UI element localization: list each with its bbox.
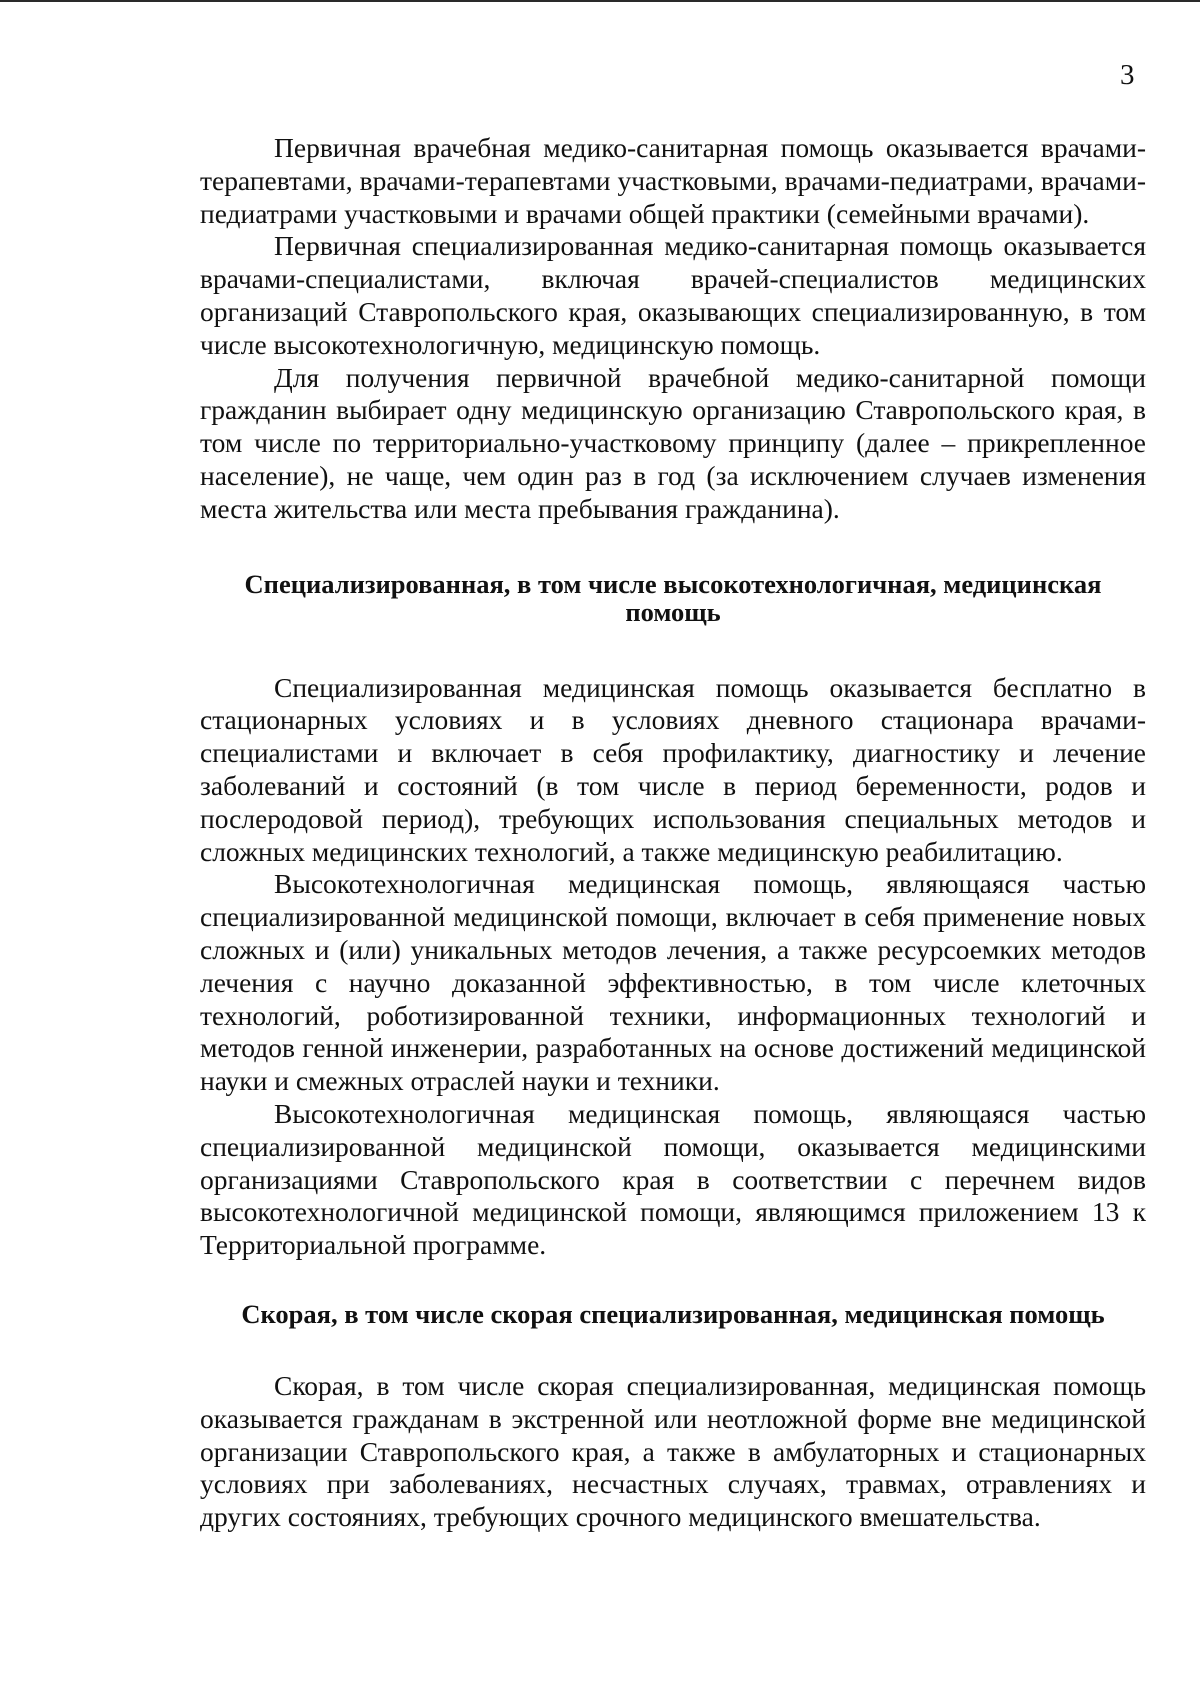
page-number: 3 [1120,59,1135,91]
spacer [200,1262,1146,1300]
paragraph-primary-specialized-care: Первичная специализированная медико-санитарная помощь оказывается врачами-специалистами, включая врачей-специалистов медицинских организаций Ставропольского края, оказывающих специализированную, в том числе высокотехнологичную, медицинскую помощь. [200,230,1146,360]
paragraph-emergency-care: Скорая, в том числе скорая специализированная, медицинская помощь оказывается гражданам в экстренной или неотложной форме вне медицинской организации Ставропольского края, а также в амбулаторных и стационарных условиях при заболеваниях, несчастных случаях, травмах, отравлениях и других состояниях, требующих срочного медицинского вмешательства. [200,1369,1146,1533]
scan-top-edge [0,0,1200,2]
paragraph-specialized-care: Специализированная медицинская помощь оказывается бесплатно в стационарных условиях и в условиях дневного стационара врачами-специалистами и включает в себя профилактику, диагностику и лечение заболеваний и состояний (в том числе в период беременности, родов и послеродовой период), требующих использования специальных методов и сложных медицинских технологий, а также медицинскую реабилитацию. [200,671,1146,867]
spacer [200,1328,1146,1370]
spacer [200,526,1146,570]
section-heading-emergency-care: Скорая, в том числе скорая специализированная, медицинская помощь [241,1298,1105,1329]
paragraph-high-tech-care-provision: Высокотехнологичная медицинская помощь, являющаяся частью специализированной медицинской помощи, оказывается медицинскими организациями Ставропольского края в соответствии с перечнем видов высокотехнологичной медицинской помощи, являющимся приложением 13 к Территориальной программе. [200,1097,1146,1261]
paragraph-high-tech-care-definition: Высокотехнологичная медицинская помощь, являющаяся частью специализированной медицинской помощи, включает в себя применение новых сложных и (или) уникальных методов лечения, а также ресурсоемких методов лечения с научно доказанной эффективностью, в том числе клеточных технологий, роботизированной техники, информационных технологий и методов генной инженерии, разработанных на основе достижений медицинской науки и смежных отраслей науки и техники. [200,868,1146,1097]
paragraph-choice-of-organization: Для получения первичной врачебной медико-санитарной помощи гражданин выбирает одну медицинскую организацию Ставропольского края, в том числе по территориально-участковому принципу (далее – прикрепленное население), не чаще, чем один раз в год (за исключением случаев изменения места жительства или места пребывания гражданина). [200,361,1146,524]
paragraph-primary-doctor-care: Первичная врачебная медико-санитарная помощь оказывается врачами-терапевтами, врачами-терапевтами участковыми, врачами-педиатрами, врачами-педиатрами участковыми и врачами общей практики (семейными врачами). [200,132,1146,229]
spacer [200,626,1146,672]
document-body [200,132,1146,1534]
section-heading-specialized-care: Специализированная, в том числе высокотехнологичная, медицинская помощь [244,568,1102,627]
